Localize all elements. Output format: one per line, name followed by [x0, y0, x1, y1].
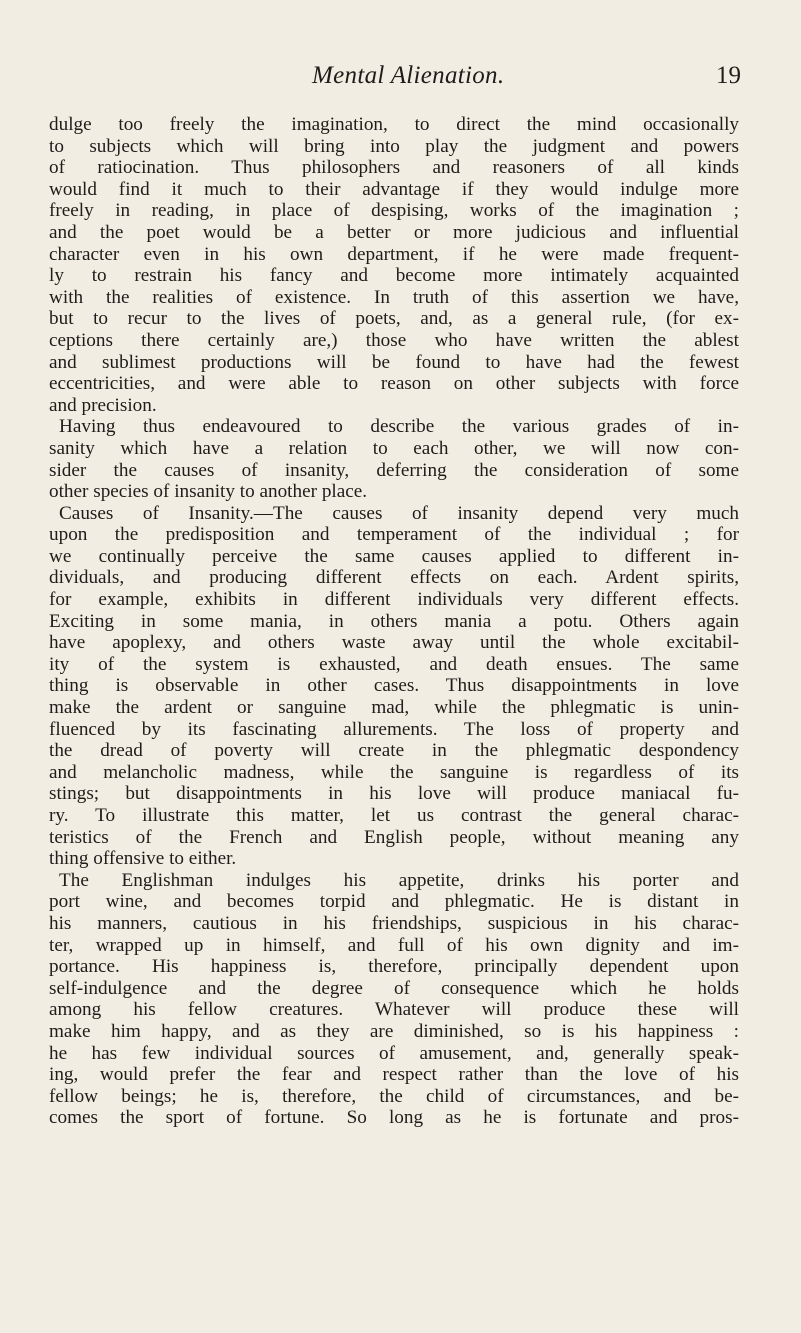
- text-line: ing, would prefer the fear and respect rather than the love of his: [49, 1064, 739, 1086]
- text-line: and precision.: [49, 394, 157, 416]
- text-line: sider the causes of insanity, deferring the consideration of some: [49, 459, 739, 481]
- text-line: Having thus endeavoured to describe the various grades of in-: [59, 416, 739, 438]
- text-line: thing offensive to either.: [49, 848, 237, 870]
- text-line: but to recur to the lives of poets, and, as a general rule, (for ex-: [49, 308, 739, 330]
- text-line: ry. To illustrate this matter, let us contrast the general charac-: [49, 805, 739, 826]
- text-line: would find it much to their advantage if they would indulge more: [49, 178, 739, 200]
- body-text: [49, 114, 739, 1129]
- text-line: with the realities of existence. In truth of this assertion we have,: [49, 286, 739, 308]
- page-header: [0, 58, 801, 98]
- text-line: and the poet would be a better or more judicious and influential: [49, 221, 739, 243]
- text-line: his manners, cautious in his friendships, suspicious in his charac-: [49, 912, 739, 934]
- text-line: Causes of Insanity.—The causes of insanity depend very much: [59, 502, 739, 524]
- text-line: self-indulgence and the degree of consequence which he holds: [49, 977, 739, 999]
- text-line: fellow beings; he is, therefore, the child of circumstances, and be-: [49, 1085, 739, 1107]
- text-line: The Englishman indulges his appetite, drinks his porter and: [59, 869, 739, 891]
- text-line: ter, wrapped up in himself, and full of his own dignity and im-: [49, 934, 739, 956]
- text-line: make him happy, and as they are diminished, so is his happiness :: [49, 1020, 739, 1042]
- text-line: other species of insanity to another place.: [49, 481, 368, 503]
- text-line: upon the predisposition and temperament of the individual ; for: [49, 524, 739, 546]
- text-line: character even in his own department, if he were made frequent-: [49, 243, 739, 265]
- text-line: eccentricities, and were able to reason on other subjects with force: [49, 373, 739, 395]
- text-line: sanity which have a relation to each other, we will now con-: [49, 437, 739, 459]
- text-line: stings; but disappointments in his love will produce maniacal fu-: [49, 783, 739, 805]
- text-line: have apoplexy, and others waste away until the whole excitabil-: [49, 632, 739, 654]
- text-line: among his fellow creatures. Whatever will produce these will: [49, 999, 739, 1021]
- text-line: ity of the system is exhausted, and death ensues. The same: [49, 653, 739, 675]
- text-line: dulge too freely the imagination, to direct the mind occasionally: [49, 114, 739, 135]
- running-title: Mental Alienation.: [312, 62, 505, 89]
- text-line: teristics of the French and English people, without meaning any: [49, 826, 739, 848]
- text-line: for example, exhibits in different individuals very different effects.: [49, 589, 739, 611]
- text-line: fluenced by its fascinating allurements. The loss of property and: [49, 718, 739, 740]
- text-line: of ratiocination. Thus philosophers and reasoners of all kinds: [49, 157, 739, 179]
- text-line: dividuals, and producing different effects on each. Ardent spirits,: [49, 567, 739, 589]
- text-line: comes the sport of fortune. So long as he is fortunate and pros-: [49, 1107, 739, 1129]
- text-line: Exciting in some mania, in others mania a potu. Others again: [49, 610, 739, 632]
- text-line: to subjects which will bring into play the judgment and powers: [49, 135, 739, 157]
- text-line: thing is observable in other cases. Thus disappointments in love: [49, 675, 739, 697]
- text-line: and sublimest productions will be found to have had the fewest: [49, 351, 739, 373]
- page-number: 19: [716, 62, 741, 89]
- text-line: the dread of poverty will create in the phlegmatic despondency: [49, 740, 739, 762]
- text-line: we continually perceive the same causes applied to different in-: [49, 545, 739, 567]
- text-line: make the ardent or sanguine mad, while the phlegmatic is unin-: [49, 697, 739, 719]
- text-line: portance. His happiness is, therefore, principally dependent upon: [49, 956, 739, 978]
- text-line: port wine, and becomes torpid and phlegmatic. He is distant in: [49, 891, 739, 913]
- text-line: ceptions there certainly are,) those who have written the ablest: [49, 329, 739, 351]
- text-line: freely in reading, in place of despising, works of the imagination ;: [49, 200, 739, 222]
- text-line: and melancholic madness, while the sanguine is regardless of its: [49, 761, 739, 783]
- text-line: ly to restrain his fancy and become more intimately acquainted: [49, 265, 739, 287]
- text-line: he has few individual sources of amusement, and, generally speak-: [49, 1042, 739, 1064]
